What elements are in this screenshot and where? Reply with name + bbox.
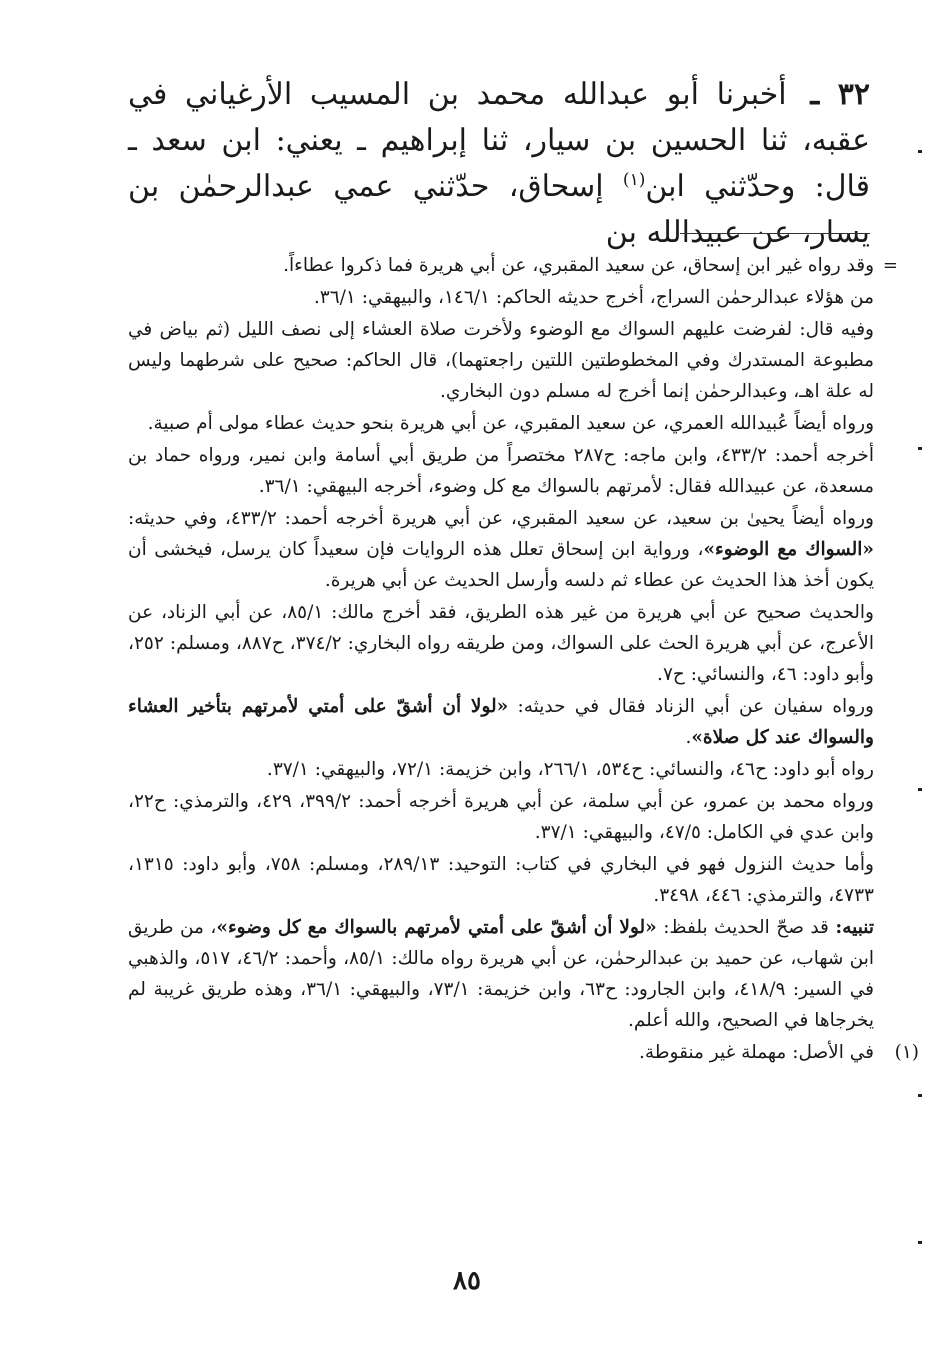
footnote-paragraph: أخرجه أحمد: ٤٣٣/٢، وابن ماجه: ح٢٨٧ مختصراً من طريق أبي أسامة وابن نمير، ورواه حماد بن مسعدة، عن عبيدالله فقال: لأمرتهم بالسواك مع كل وضوء، أخرجه البيهقي: ٣٦/١. bbox=[128, 445, 874, 497]
margin-mark bbox=[918, 150, 922, 153]
footnote-paragraph: وفيه قال: لفرضت عليهم السواك مع الوضوء ولأخرت صلاة العشاء إلى نصف الليل (ثم بياض في مطبوعة المستدرك وفي المخطوطتين اللتين راجعتهما)، قال الحاكم: صحيح على شرطهما وليس له علة اهـ، وعبدالرحمٰن إنما أخرج له مسلم دون البخاري. bbox=[128, 319, 874, 402]
footnote-paragraph: ورواه أيضاً يحيىٰ بن سعيد، عن سعيد المقبري، عن أبي هريرة أخرجه أحمد: ٤٣٣/٢، وفي حديثه: «السواك مع الوضوء»، ورواية ابن إسحاق تعلل هذه الروايات فإن سعيداً كان يرسل، فيخشى أن يكون أخذ هذا الحديث عن عطاء ثم دلسه وأرسل الحديث عن أبي هريرة. bbox=[128, 508, 874, 591]
footnote-paragraph: والحديث صحيح عن أبي هريرة من غير هذه الطريق، فقد أخرج مالك: ٨٥/١، عن أبي الزناد، عن الأعرج، عن أبي هريرة الحث على السواك، ومن طريقه رواه البخاري: ٣٧٤/٢، ح٨٨٧، ومسلم: ٢٥٢، وأبو داود: ٤٦، والنسائي: ح٧. bbox=[128, 602, 874, 685]
hadith-text bbox=[128, 72, 870, 256]
hadith-line-2: الحسين بن سيار، ثنا إبراهيم ـ يعني: ابن سعد ـ قال: وحدّثني bbox=[128, 123, 871, 204]
footnote-paragraph: ورواه محمد بن عمرو، عن أبي سلمة، عن أبي هريرة أخرجه أحمد: ٣٩٩/٢، ٤٢٩، والترمذي: ح٢٢، وابن عدي في الكامل: ٤٧/٥، والبيهقي: ٣٧/١. bbox=[128, 791, 874, 843]
margin-mark bbox=[918, 447, 922, 450]
footnote-text: في الأصل: مهملة غير منقوطة. bbox=[639, 1042, 874, 1063]
footnotes bbox=[128, 250, 919, 1069]
footnote-paragraph: وأما حديث النزول فهو في البخاري في كتاب: التوحيد: ٢٨٩/١٣، ومسلم: ٧٥٨، وأبو داود: ١٣١٥، ٤٧٣٣، والترمذي: ٤٤٦، ٣٤٩٨. bbox=[128, 854, 874, 906]
margin-mark bbox=[918, 788, 922, 791]
hadith-line-1: أخبرنا أبو عبدالله محمد بن المسيب الأرغياني في عقبه، ثنا bbox=[128, 77, 870, 158]
quoted-hadith: «لولا أن أشقّ على أمتي لأمرتهم بتأخير العشاء والسواك عند كل صلاة» bbox=[128, 696, 874, 748]
footnote-paragraph: ورواه أيضاً عُبيدالله العمري، عن سعيد المقبري، عن أبي هريرة بنحو حديث عطاء مولى أم صبية. bbox=[147, 413, 874, 434]
hadith-line-3a: ابن bbox=[645, 169, 685, 204]
quoted-hadith: «السواك مع الوضوء» bbox=[703, 539, 874, 560]
footnote-paragraph: من هؤلاء عبدالرحمٰن السراج، أخرج حديثه الحاكم: ١٤٦/١، والبيهقي: ٣٦/١. bbox=[313, 287, 874, 308]
footnote-number: (١) bbox=[894, 1042, 919, 1063]
footnote-separator bbox=[680, 233, 870, 234]
margin-mark bbox=[918, 1094, 922, 1097]
continuation-mark: = bbox=[882, 255, 898, 276]
footnote-paragraph: = وقد رواه غير ابن إسحاق، عن سعيد المقبري، عن أبي هريرة فما ذكروا عطاءاً. bbox=[128, 250, 874, 281]
footnote-paragraph: تنبيه: قد صحّ الحديث بلفظ: «لولا أن أشقّ على أمتي لأمرتهم بالسواك مع كل وضوء»، من طريق ابن شهاب، عن حميد بن عبدالرحمٰن، عن أبي هريرة رواه مالك: ٨٥/١، وأحمد: ٤٦/٢، ٥١٧، والذهبي في السير: ٤١٨/٩، وابن الجارود: ح٦٣، وابن خزيمة: ٧٣/١، والبيهقي: ٣٦/١، وهذه طريق غريبة لم يخرجاها في الصحيح، والله أعلم. bbox=[128, 917, 875, 1031]
footnote-1 bbox=[128, 1037, 919, 1068]
footnote-paragraph: رواه أبو داود: ح٤٦، والنسائي: ح٥٣٤، ٢٦٦/١، وابن خزيمة: ٧٢/١، والبيهقي: ٣٧/١. bbox=[266, 759, 874, 780]
margin-mark bbox=[918, 1241, 922, 1244]
footnote-paragraph: ورواه سفيان عن أبي الزناد فقال في حديثه: «لولا أن أشقّ على أمتي لأمرتهم بتأخير العشاء والسواك عند كل صلاة». bbox=[128, 696, 874, 748]
note-label: تنبيه: bbox=[835, 917, 875, 938]
hadith-line-3b: إسحاق، حدّثني عمي عبدالرحمٰن بن يسار، عن عبيدالله بن bbox=[128, 169, 870, 250]
page-number: ٨٥ bbox=[453, 1266, 481, 1296]
hadith-number: ٣٢ ـ bbox=[810, 77, 871, 112]
footnote-ref: (١) bbox=[622, 170, 646, 190]
quoted-hadith: «لولا أن أشقّ على أمتي لأمرتهم بالسواك مع كل وضوء» bbox=[216, 917, 657, 938]
